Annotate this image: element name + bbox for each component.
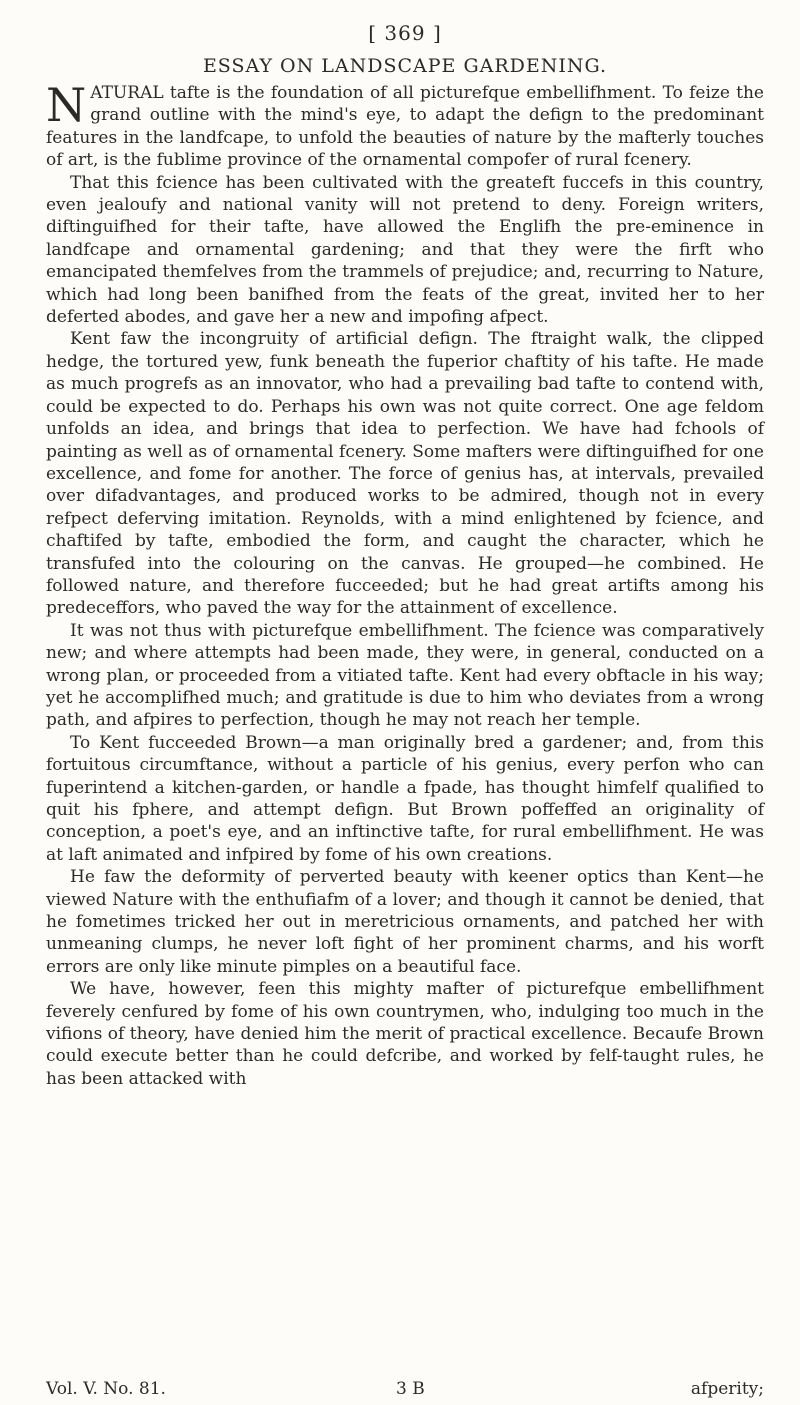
paragraph-2: That this fcience has been cultivated with the greateft fuccefs in this country, even jealoufy and national vanity will not pretend to deny. Foreign writers, diftinguifhed for their tafte, have allowed the Englifh the pre-eminence in landfcape and ornamental gardening; and that they were the firft who emancipated themfelves from the trammels of prejudice; and, recurring to Nature, which had long been banifhed from the feats of the great, invited her to her deferted abodes, and gave her a new and impofing afpect.	[46, 172, 764, 328]
signature-mark: 3 B	[396, 1379, 425, 1399]
paragraph-4: It was not thus with picturefque embellifhment. The fcience was comparatively new; and where attempts had been made, they were, in general, conducted on a wrong plan, or proceeded from a vitiated tafte. Kent had every obftacle in his way; yet he accomplifhed much; and gratitude is due to him who deviates from a wrong path, and afpires to perfection, though he may not reach her temple.	[46, 620, 764, 731]
paragraph-1-text: ATURAL tafte is the foundation of all picturefque embellifhment. To feize the grand outline with the mind's eye, to adapt the defign to the predominant features in the landfcape, to unfold the beauties of nature by the mafterly touches of art, is the fublime province of the ornamental compofer of rural fcenery.	[46, 83, 764, 171]
volume-number: Vol. V. No. 81.	[46, 1379, 166, 1399]
paragraph-1	[46, 78, 764, 172]
essay-body	[46, 78, 764, 1090]
page-number: [ 369 ]	[368, 21, 442, 45]
paragraph-3: Kent faw the incongruity of artificial defign. The ftraight walk, the clipped hedge, the tortured yew, funk beneath the fuperior chaftity of his tafte. He made as much progrefs as an innovator, who had a prevailing bad tafte to contend with, could be expected to do. Perhaps his own was not quite correct. One age feldom unfolds an idea, and brings that idea to perfection. We have had fchools of painting as well as of ornamental fcenery. Some mafters were diftinguifhed for one excellence, and fome for another. The force of genius has, at intervals, prevailed over difadvantages, and produced works to be admired, though not in every refpect deferving imitation. Reynolds, with a mind enlightened by fcience, and chaftifed by tafte, embodied the form, and caught the character, which he transfufed into the colouring on the canvas. He grouped—he combined. He followed nature, and therefore fucceeded; but he had great artifts among his predeceffors, who paved the way for the attainment of excellence.	[46, 329, 764, 619]
paragraph-5: To Kent fucceeded Brown—a man originally bred a gardener; and, from this fortuitous circumftance, without a particle of his genius, every perfon who can fuperintend a kitchen-garden, or handle a fpade, has thought himfelf qualified to quit his fphere, and attempt defign. But Brown poffeffed an originality of conception, a poet's eye, and an inftinctive tafte, for rural embellifhment. He was at laft animated and infpired by fome of his own creations.	[46, 732, 764, 865]
page-footer	[46, 1378, 764, 1400]
catchword: afperity;	[690, 1379, 764, 1399]
paragraph-7: We have, however, feen this mighty mafter of picturefque embellifhment feverely cenfured by fome of his own countrymen, who, indulging too much in the vifions of theory, have denied him the merit of practical excellence. Becaufe Brown could execute better than he could defcribe, and worked by felf-taught rules, he has been attacked with	[46, 979, 764, 1089]
paragraph-6: He faw the deformity of perverted beauty with keener optics than Kent—he viewed Nature with the enthufiafm of a lover; and though it cannot be denied, that he fometimes tricked her out in meretricious ornaments, and patched her with unmeaning clumps, he never loft fight of her prominent charms, and his worft errors are only like minute pimples on a beautiful face.	[46, 867, 764, 977]
essay-title: ESSAY ON LANDSCAPE GARDENING.	[202, 55, 608, 77]
drop-cap-letter: N	[46, 78, 87, 132]
